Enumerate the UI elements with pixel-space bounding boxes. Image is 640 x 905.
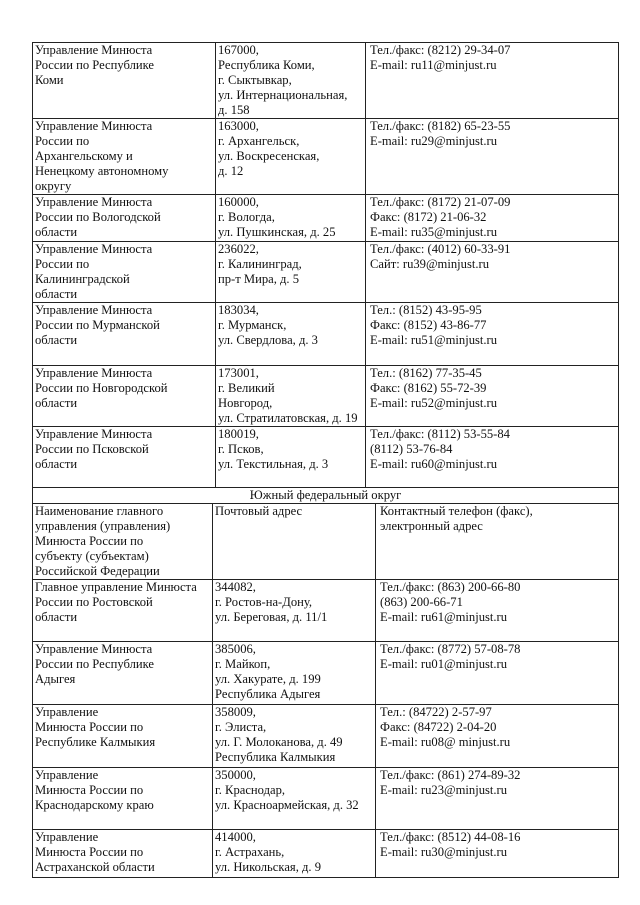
cell-name: Управление Минюста России по Краснодарскому краю <box>33 768 213 830</box>
cell-address: 344082, г. Ростов-на-Дону, ул. Береговая, д. 11/1 <box>213 580 376 642</box>
section-header-row <box>33 488 619 504</box>
table-row <box>33 242 619 303</box>
table-row <box>33 830 619 878</box>
cell-name: Управление Минюста России по Республике Калмыкия <box>33 705 213 768</box>
cell-name: Управление Минюста России по Республике Адыгея <box>33 642 213 705</box>
column-header-row <box>33 504 619 580</box>
section-title: Южный федеральный округ <box>33 488 619 504</box>
table-row <box>33 303 619 366</box>
cell-contact: Тел.: (8162) 77-35-45 Факс: (8162) 55-72-39 E-mail: ru52@minjust.ru <box>366 366 619 427</box>
cell-contact: Тел./факс: (8212) 29-34-07 E-mail: ru11@minjust.ru <box>366 43 619 119</box>
cell-name: Управление Минюста России по Новгородской области <box>33 366 216 427</box>
cell-address: 173001, г. Великий Новгород, ул. Стратилатовская, д. 19 <box>216 366 366 427</box>
cell-contact: Тел./факс: (8512) 44-08-16 E-mail: ru30@minjust.ru <box>376 830 619 878</box>
cell-address: 350000, г. Краснодар, ул. Красноармейская, д. 32 <box>213 768 376 830</box>
cell-address: 183034, г. Мурманск, ул. Свердлова, д. 3 <box>216 303 366 366</box>
cell-address: 414000, г. Астрахань, ул. Никольская, д. 9 <box>213 830 376 878</box>
ministry-offices-table <box>32 42 619 504</box>
table-row <box>33 43 619 119</box>
cell-contact: Тел.: (84722) 2-57-97 Факс: (84722) 2-04-20 E-mail: ru08@ minjust.ru <box>376 705 619 768</box>
table-row <box>33 768 619 830</box>
cell-contact: Тел./факс: (8182) 65-23-55 E-mail: ru29@minjust.ru <box>366 119 619 195</box>
cell-name: Управление Минюста России по Вологодской области <box>33 195 216 242</box>
table-row <box>33 366 619 427</box>
cell-address: 160000, г. Вологда, ул. Пушкинская, д. 25 <box>216 195 366 242</box>
column-header-contact: Контактный телефон (факс), электронный адрес <box>376 504 619 580</box>
cell-name: Управление Минюста России по Архангельскому и Ненецкому автономному округу <box>33 119 216 195</box>
cell-contact: Тел./факс: (861) 274-89-32 E-mail: ru23@minjust.ru <box>376 768 619 830</box>
cell-name: Управление Минюста России по Калининградской области <box>33 242 216 303</box>
cell-name: Главное управление Минюста России по Ростовской области <box>33 580 213 642</box>
cell-address: 163000, г. Архангельск, ул. Воскресенская, д. 12 <box>216 119 366 195</box>
cell-name: Управление Минюста России по Астраханской области <box>33 830 213 878</box>
cell-contact: Тел./факс: (8112) 53-55-84 (8112) 53-76-84 E-mail: ru60@minjust.ru <box>366 427 619 488</box>
table-row <box>33 580 619 642</box>
cell-address: 358009, г. Элиста, ул. Г. Молоканова, д. 49 Республика Калмыкия <box>213 705 376 768</box>
document-sheet <box>32 42 618 878</box>
table-row <box>33 195 619 242</box>
cell-name: Управление Минюста России по Псковской области <box>33 427 216 488</box>
table-row <box>33 642 619 705</box>
cell-address: 385006, г. Майкоп, ул. Хакурате, д. 199 Республика Адыгея <box>213 642 376 705</box>
cell-address: 167000, Республика Коми, г. Сыктывкар, ул. Интернациональная, д. 158 <box>216 43 366 119</box>
cell-name: Управление Минюста России по Мурманской области <box>33 303 216 366</box>
cell-contact: Тел./факс: (8772) 57-08-78 E-mail: ru01@minjust.ru <box>376 642 619 705</box>
table-row <box>33 119 619 195</box>
northwest-section <box>33 43 619 488</box>
cell-contact: Тел./факс: (863) 200-66-80 (863) 200-66-71 E-mail: ru61@minjust.ru <box>376 580 619 642</box>
column-header-address: Почтовый адрес <box>213 504 376 580</box>
cell-address: 180019, г. Псков, ул. Текстильная, д. 3 <box>216 427 366 488</box>
south-offices-table <box>32 503 619 878</box>
cell-contact: Тел.: (8152) 43-95-95 Факс: (8152) 43-86-77 E-mail: ru51@minjust.ru <box>366 303 619 366</box>
cell-address: 236022, г. Калининград, пр-т Мира, д. 5 <box>216 242 366 303</box>
cell-contact: Тел./факс: (8172) 21-07-09 Факс: (8172) 21-06-32 E-mail: ru35@minjust.ru <box>366 195 619 242</box>
column-header-name: Наименование главного управления (управления) Минюста России по субъекту (субъектам) Российской Федерации <box>33 504 213 580</box>
table-row <box>33 705 619 768</box>
cell-contact: Тел./факс: (4012) 60-33-91 Сайт: ru39@minjust.ru <box>366 242 619 303</box>
table-row <box>33 427 619 488</box>
cell-name: Управление Минюста России по Республике Коми <box>33 43 216 119</box>
